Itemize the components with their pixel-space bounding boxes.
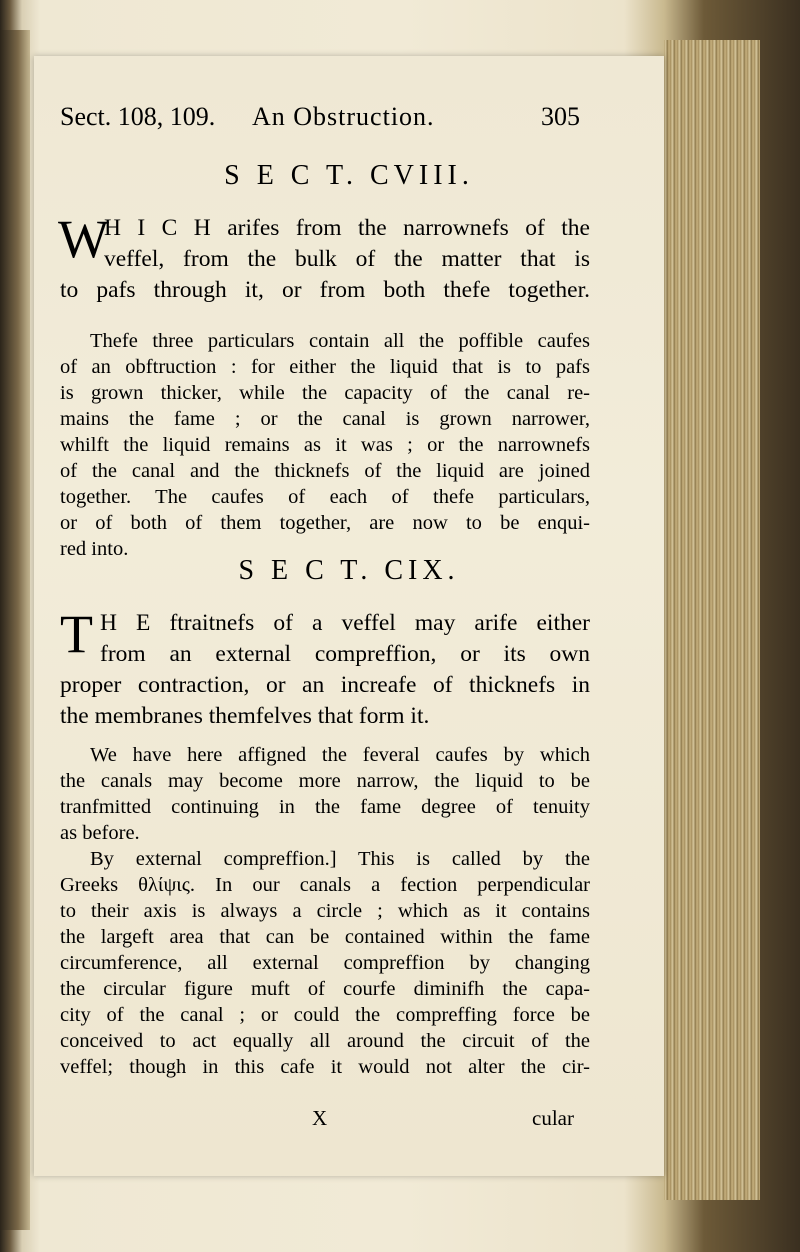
signature-mark: X xyxy=(312,1106,328,1130)
text-line: whilft the liquid remains as it was ; or the narrownefs xyxy=(60,434,590,456)
running-title: An Obstruction. xyxy=(252,102,435,131)
page-edges xyxy=(664,40,760,1200)
text-line: the membranes themfelves that form it. xyxy=(60,703,430,729)
text-line: H E ftraitnefs of a veffel may arife either xyxy=(100,610,590,636)
commentary-text xyxy=(60,742,590,1080)
commentary-text xyxy=(60,328,590,562)
text-line: from an external compreffion, or its own xyxy=(100,641,590,667)
text-line: H I C H arifes from the narrownefs of the xyxy=(104,215,590,241)
drop-cap: W xyxy=(58,209,109,269)
text-line: veffel; though in this cafe it would not alter the cir- xyxy=(60,1056,590,1078)
section-reference: Sect. 108, 109. xyxy=(60,102,216,131)
drop-cap: T xyxy=(60,604,93,664)
text-line: conceived to act equally all around the circuit of the xyxy=(60,1030,590,1052)
text-line: the largeft area that can be contained within the fame xyxy=(60,926,590,948)
text-line: circumference, all external compreffion by changing xyxy=(60,952,590,974)
text-line: Greeks θλίψις. In our canals a fection perpendicular xyxy=(60,874,590,896)
section-title-cviii: S E C T. CVIII. xyxy=(224,160,474,191)
text-line: red into. xyxy=(60,538,129,560)
text-line: Thefe three particulars contain all the poffible caufes xyxy=(90,330,590,352)
book-spine-edge xyxy=(0,30,30,1230)
catchword: cular xyxy=(532,1106,574,1130)
text-line: proper contraction, or an increafe of thicknefs in xyxy=(60,672,590,698)
text-line: to pafs through it, or from both thefe together. xyxy=(60,277,590,303)
text-line: is grown thicker, while the capacity of the canal re- xyxy=(60,382,590,404)
text-line: of an obftruction : for either the liquid that is to pafs xyxy=(60,356,590,378)
text-line: veffel, from the bulk of the matter that is xyxy=(104,246,590,272)
text-line: the circular figure muft of courfe diminifh the capa- xyxy=(60,978,590,1000)
section-lead-text xyxy=(60,604,590,732)
text-line: to their axis is always a circle ; which as it contains xyxy=(60,900,590,922)
text-line: together. The caufes of each of thefe particulars, xyxy=(60,486,590,508)
text-line: By external compreffion.] This is called by the xyxy=(90,848,590,870)
text-line: or of both of them together, are now to be enqui- xyxy=(60,512,590,534)
text-line: as before. xyxy=(60,822,140,844)
text-line: mains the fame ; or the canal is grown narrower, xyxy=(60,408,590,430)
text-line: the canals may become more narrow, the liquid to be xyxy=(60,770,590,792)
page-number: 305 xyxy=(541,102,580,131)
section-title-cix: S E C T. CIX. xyxy=(238,555,460,586)
text-line: of the canal and the thicknefs of the liquid are joined xyxy=(60,460,590,482)
section-lead-text xyxy=(58,209,590,306)
text-line: tranfmitted continuing in the fame degree of tenuity xyxy=(60,796,590,818)
running-header xyxy=(60,102,580,142)
text-line: city of the canal ; or could the compreffing force be xyxy=(60,1004,590,1026)
text-line: We have here affigned the feveral caufes by which xyxy=(90,744,590,766)
